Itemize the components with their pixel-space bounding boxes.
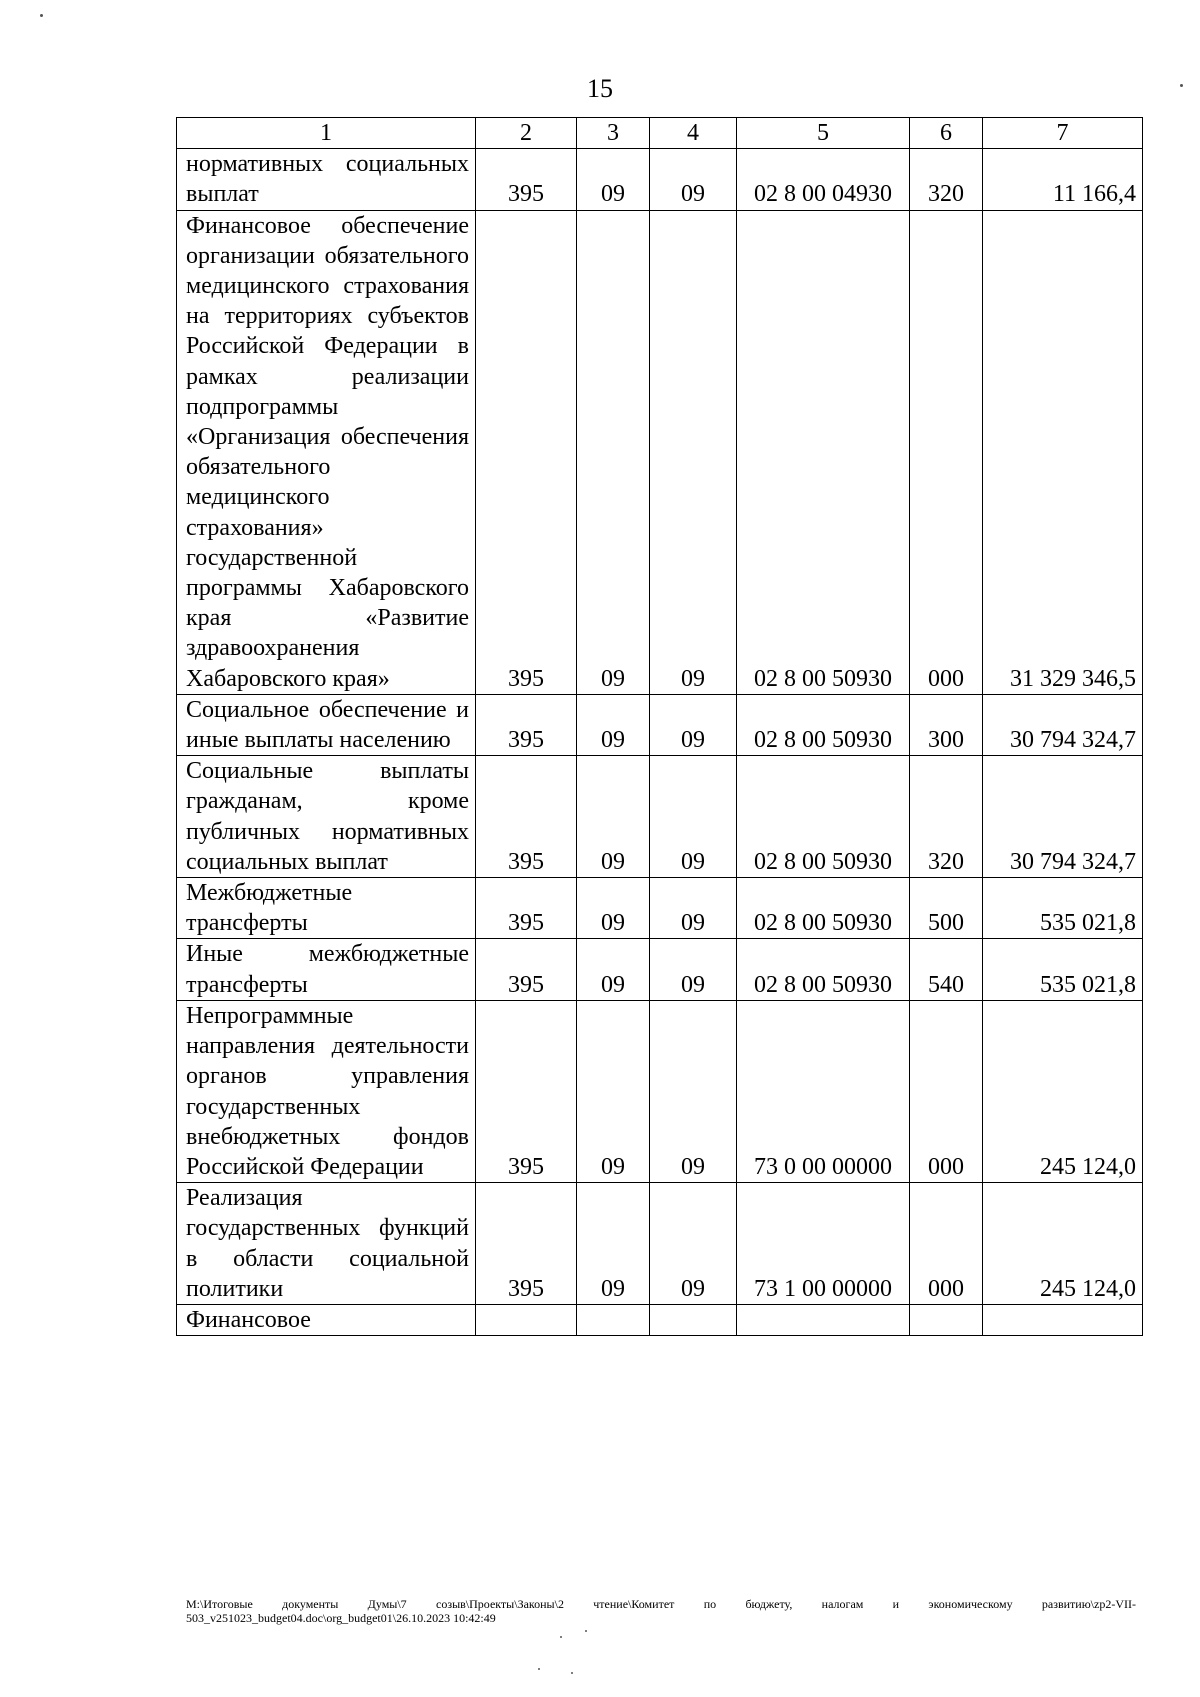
row-name: Непрограммные направления деятельности органов управления государственных внебюджетных фондов Российской Федерации: [177, 1000, 476, 1182]
header-cell: 7: [983, 118, 1143, 149]
row-code-admin: 395: [476, 878, 577, 939]
row-amount: 30 794 324,7: [983, 694, 1143, 755]
row-amount: 30 794 324,7: [983, 756, 1143, 878]
row-amount: 245 124,0: [983, 1183, 1143, 1305]
row-code-target: 02 8 00 50930: [737, 694, 910, 755]
row-name: Финансовое: [177, 1304, 476, 1335]
row-amount: 535 021,8: [983, 878, 1143, 939]
scan-speck: [571, 1672, 573, 1674]
header-cell: 6: [910, 118, 983, 149]
scan-speck: [1180, 84, 1183, 87]
row-code-admin: 395: [476, 149, 577, 210]
row-code-admin: [476, 1304, 577, 1335]
table-row: [177, 878, 1143, 939]
row-code-expense-type: 320: [910, 149, 983, 210]
row-amount: 31 329 346,5: [983, 210, 1143, 694]
table-row: [177, 1183, 1143, 1305]
row-code-target: 73 0 00 00000: [737, 1000, 910, 1182]
table-row: [177, 1000, 1143, 1182]
document-file-path-footer: M:\Итоговые документы Думы\7 созыв\Проекты\Законы\2 чтение\Комитет по бюджету, налогам и экономическому развитию\zp2-VII-503_v251023_budget04.doc\org_budget01\26.10.2023 10:42:49: [186, 1597, 1136, 1625]
row-code-target: 02 8 00 50930: [737, 756, 910, 878]
row-name: нормативных социальных выплат: [177, 149, 476, 210]
row-code-section: 09: [577, 939, 650, 1000]
table-row: [177, 1304, 1143, 1335]
row-code-admin: 395: [476, 1000, 577, 1182]
row-code-section: 09: [577, 210, 650, 694]
row-code-subsection: 09: [650, 878, 737, 939]
row-name: Реализация государственных функций в области социальной политики: [177, 1183, 476, 1305]
row-code-subsection: 09: [650, 939, 737, 1000]
row-code-expense-type: 000: [910, 1000, 983, 1182]
row-code-subsection: 09: [650, 210, 737, 694]
header-cell: 1: [177, 118, 476, 149]
row-code-section: 09: [577, 1000, 650, 1182]
row-amount: [983, 1304, 1143, 1335]
table-header-row: [177, 118, 1143, 149]
row-code-subsection: 09: [650, 1000, 737, 1182]
row-code-expense-type: [910, 1304, 983, 1335]
row-code-expense-type: 320: [910, 756, 983, 878]
row-code-expense-type: 300: [910, 694, 983, 755]
row-code-admin: 395: [476, 210, 577, 694]
table-row: [177, 756, 1143, 878]
row-code-expense-type: 500: [910, 878, 983, 939]
table-row: [177, 149, 1143, 210]
row-name: Социальные выплаты гражданам, кроме публичных нормативных социальных выплат: [177, 756, 476, 878]
page-number: 15: [587, 74, 613, 103]
row-code-section: 09: [577, 694, 650, 755]
row-code-target: 02 8 00 50930: [737, 939, 910, 1000]
row-code-target: [737, 1304, 910, 1335]
scan-speck: [560, 1636, 562, 1638]
row-name: Социальное обеспечение и иные выплаты населению: [177, 694, 476, 755]
row-code-subsection: 09: [650, 756, 737, 878]
row-code-admin: 395: [476, 939, 577, 1000]
row-code-section: 09: [577, 1183, 650, 1305]
row-code-subsection: 09: [650, 694, 737, 755]
row-code-section: 09: [577, 878, 650, 939]
header-cell: 4: [650, 118, 737, 149]
scan-speck: [538, 1668, 540, 1670]
header-cell: 2: [476, 118, 577, 149]
row-code-subsection: 09: [650, 1183, 737, 1305]
row-name: Межбюджетные трансферты: [177, 878, 476, 939]
row-amount: 11 166,4: [983, 149, 1143, 210]
table-row: [177, 210, 1143, 694]
scan-speck: [585, 1630, 587, 1632]
row-code-target: 02 8 00 50930: [737, 878, 910, 939]
row-code-admin: 395: [476, 756, 577, 878]
header-cell: 5: [737, 118, 910, 149]
row-code-admin: 395: [476, 694, 577, 755]
row-code-subsection: 09: [650, 149, 737, 210]
row-code-admin: 395: [476, 1183, 577, 1305]
table-row: [177, 694, 1143, 755]
row-code-target: 02 8 00 50930: [737, 210, 910, 694]
row-code-expense-type: 540: [910, 939, 983, 1000]
row-code-expense-type: 000: [910, 210, 983, 694]
row-code-subsection: [650, 1304, 737, 1335]
row-amount: 535 021,8: [983, 939, 1143, 1000]
table-row: [177, 939, 1143, 1000]
row-code-expense-type: 000: [910, 1183, 983, 1305]
row-code-section: 09: [577, 149, 650, 210]
row-amount: 245 124,0: [983, 1000, 1143, 1182]
row-name: Иные межбюджетные трансферты: [177, 939, 476, 1000]
budget-table: [176, 117, 1143, 1336]
header-cell: 3: [577, 118, 650, 149]
row-code-section: [577, 1304, 650, 1335]
row-code-target: 02 8 00 04930: [737, 149, 910, 210]
scan-speck: [40, 14, 43, 17]
row-name: Финансовое обеспечение организации обязательного медицинского страхования на территориях субъектов Российской Федерации в рамках реализации подпрограммы «Организация обеспечения обязательного медицинского страхования» государственной программы Хабаровского края «Развитие здравоохранения Хабаровского края»: [177, 210, 476, 694]
row-code-section: 09: [577, 756, 650, 878]
row-code-target: 73 1 00 00000: [737, 1183, 910, 1305]
